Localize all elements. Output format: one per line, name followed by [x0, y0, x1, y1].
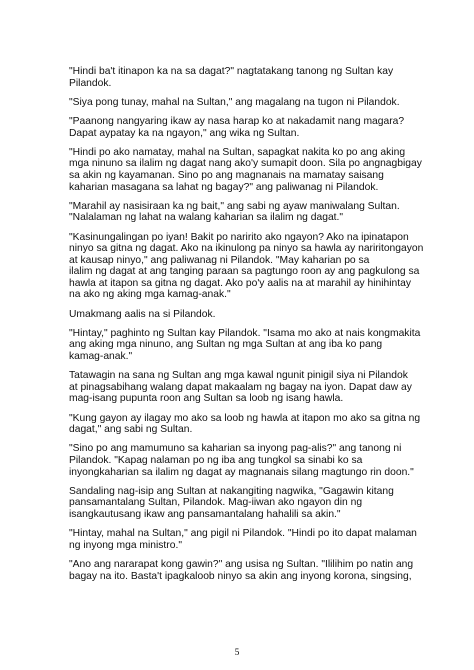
- text-line: Tatawagin na sana ng Sultan ang mga kawal ngunit pinigil siya ni Pilandok: [69, 370, 408, 382]
- paragraph: [69, 97, 421, 109]
- text-line: bagay na ito. Basta't ipagkaloob ninyo sa akin ang inyong korona, singsing,: [69, 570, 412, 582]
- text-line: dagat," ang sabi ng Sultan.: [69, 424, 193, 436]
- paragraph: [69, 328, 421, 363]
- text-line: at pinagsabihang walang dapat makaalam ng bagay na iyon. Dapat daw ay: [69, 381, 412, 393]
- text-line: ninyo sa gitna ng dagat. Ako na ikinulong pa ninyo sa hawla ay nariritongayon: [69, 243, 424, 255]
- text-line: kaharian masagana sa lahat ng bagay?" ang paliwanag ni Pilandok.: [69, 181, 379, 193]
- text-line: ng inyong mga ministro.": [69, 539, 182, 551]
- text-line: "Sino po ang mamumuno sa kaharian sa inyong pag-alis?" ang tanong ni: [69, 443, 402, 455]
- text-line: hawla at itapon sa gitna ng dagat. Ako po'y aalis na at marahil ay hinihintay: [69, 277, 411, 289]
- story-text: [69, 66, 424, 590]
- text-line: sa akin ng kayamanan. Sino po ang magnanais na mamatay saisang: [69, 169, 384, 181]
- text-line: "Kasinungalingan po iyan! Bakit po naririto ako ngayon? Ako na ipinatapon: [69, 231, 409, 243]
- paragraph: [69, 486, 421, 521]
- paragraph: [69, 370, 421, 405]
- paragraph: [69, 231, 424, 302]
- text-line: "Ano ang nararapat kong gawin?" ang usisa ng Sultan. "Ililihim po natin ang: [69, 558, 414, 570]
- paragraph: [69, 413, 421, 436]
- text-line: "Siya pong tunay, mahal na Sultan," ang magalang na tugon ni Pilandok.: [69, 96, 400, 108]
- text-line: at kausap ninyo," ang paliwanag ni Pilandok. "May kaharian po sa: [69, 254, 370, 266]
- text-line: "Hindi po ako namatay, mahal na Sultan, sapagkat nakita ko po ang aking: [69, 146, 406, 158]
- text-line: "Kung gayon ay ilagay mo ako sa loob ng hawla at itapon mo ako sa gitna ng: [69, 412, 421, 424]
- paragraph: [69, 116, 421, 139]
- paragraph: [69, 66, 421, 89]
- text-line: ang aking mga ninuno, ang Sultan ng mga Sultan at ang iba ko pang: [69, 339, 383, 351]
- text-line: "Hintay, mahal na Sultan," ang pigil ni Pilandok. "Hindi po ito dapat malaman: [69, 528, 417, 540]
- text-line: Dapat aypatay ka na ngayon," ang wika ng Sultan.: [69, 127, 300, 139]
- text-line: Sandaling nag-isip ang Sultan at nakangiting nagwika, "Gagawin kitang: [69, 485, 394, 497]
- text-line: mga ninuno sa ilalim ng dagat nang ako'y sumapit doon. Sila po angnagbigay: [69, 158, 422, 170]
- paragraph: [69, 559, 421, 582]
- paragraph: [69, 147, 421, 193]
- text-line: Pilandok. "Kapag nalaman po ng iba ang tungkol sa sinabi ko sa: [69, 454, 363, 466]
- text-line: mag-isang pupunta roon ang Sultan sa loob ng isang hawla.: [69, 393, 344, 405]
- text-line: "Nalalaman ng lahat na walang kaharian sa ilalim ng dagat.": [69, 212, 344, 224]
- text-line: "Paanong nangyaring ikaw ay nasa harap ko at nakadamit nang magara?: [69, 115, 405, 127]
- paragraph: [69, 528, 421, 551]
- text-line: inyongkaharian sa ilalim ng dagat ay magnanais silang magtungo rin doon.": [69, 466, 414, 478]
- paragraph: [69, 443, 421, 478]
- text-line: Umakmang aalis na si Pilandok.: [69, 308, 216, 320]
- text-line: kamag-anak.": [69, 351, 133, 363]
- page-number: 5: [234, 648, 240, 658]
- text-line: ilalim ng dagat at ang tanging paraan sa pagtungo roon ay ang pagkulong sa: [69, 266, 420, 278]
- text-line: "Marahil ay nasisiraan ka ng bait," ang sabi ng ayaw maniwalang Sultan.: [69, 200, 400, 212]
- text-line: pansamantalang Sultan, Pilandok. Mag-iiwan ako ngayon din ng: [69, 497, 363, 509]
- text-line: "Hindi ba't itinapon ka na sa dagat?" nagtatakang tanong ng Sultan kay: [69, 66, 394, 77]
- text-line: "Hintay," paghinto ng Sultan kay Pilandok. "Isama mo ako at nais kongmakita: [69, 327, 421, 339]
- paragraph: [69, 309, 421, 321]
- text-line: na ako ng aking mga kamag-anak.": [69, 289, 231, 301]
- text-line: isangkautusang ikaw ang pansamantalang hahalili sa akin.": [69, 508, 341, 520]
- paragraph: [69, 201, 421, 224]
- text-line: Pilandok.: [69, 77, 112, 89]
